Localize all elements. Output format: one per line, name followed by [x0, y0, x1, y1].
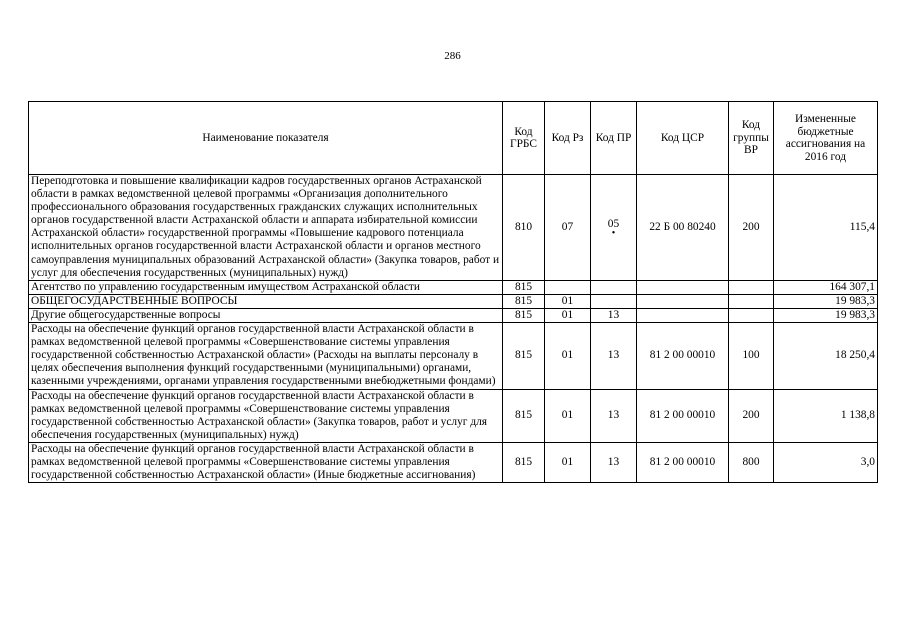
row-pr [591, 294, 637, 308]
row-csr [637, 294, 729, 308]
row-amount: 3,0 [774, 442, 878, 482]
row-grbs: 815 [503, 280, 545, 294]
row-rz: 07 [545, 175, 591, 281]
row-rz: 01 [545, 389, 591, 442]
row-csr: 22 Б 00 80240 [637, 175, 729, 281]
header-pr: Код ПР [591, 102, 637, 175]
row-name: Другие общегосударственные вопросы [29, 308, 503, 322]
row-name: Агентство по управлению государственным имуществом Астраханской области [29, 280, 503, 294]
row-vr [729, 294, 774, 308]
row-grbs: 815 [503, 442, 545, 482]
row-vr: 200 [729, 175, 774, 281]
row-vr [729, 308, 774, 322]
row-pr [591, 175, 637, 281]
row-csr: 81 2 00 00010 [637, 389, 729, 442]
row-pr: 13 [591, 389, 637, 442]
row-grbs: 815 [503, 294, 545, 308]
row-vr: 100 [729, 323, 774, 389]
row-grbs: 815 [503, 308, 545, 322]
row-name: Расходы на обеспечение функций органов государственной власти Астраханской области в рамках ведомственной целевой программы «Совершенствование системы управления государственной собственностью Астраханской области» (Закупка товаров, работ и услуг для обеспечения государственных (муниципальных) нужд) [29, 389, 503, 442]
row-name: Расходы на обеспечение функций органов государственной власти Астраханской области в рамках ведомственной целевой программы «Совершенствование системы управления государственной собственностью Астраханской области» (Расходы на выплаты персоналу в целях обеспечения выполнения функций государственными (муниципальными) органами, казенными учреждениями, органами управления государственными внебюджетными фондами) [29, 323, 503, 389]
row-csr: 81 2 00 00010 [637, 323, 729, 389]
row-csr [637, 280, 729, 294]
row-grbs: 810 [503, 175, 545, 281]
row-amount: 18 250,4 [774, 323, 878, 389]
row-pr: 13 [591, 308, 637, 322]
table-row [29, 323, 878, 389]
row-grbs: 815 [503, 323, 545, 389]
table-row [29, 308, 878, 322]
page-number: 286 [444, 50, 461, 62]
table-row [29, 389, 878, 442]
row-vr [729, 280, 774, 294]
budget-table [28, 101, 878, 483]
header-rz: Код Рз [545, 102, 591, 175]
table-row [29, 442, 878, 482]
table-row [29, 280, 878, 294]
row-pr [591, 280, 637, 294]
row-rz: 01 [545, 294, 591, 308]
row-rz: 01 [545, 442, 591, 482]
row-amount: 164 307,1 [774, 280, 878, 294]
row-csr: 81 2 00 00010 [637, 442, 729, 482]
row-amount: 19 983,3 [774, 294, 878, 308]
stray-dot-mark: • [611, 227, 616, 239]
header-vr: Код группы ВР [729, 102, 774, 175]
header-amount: Измененные бюджетные ассигнования на 2016 год [774, 102, 878, 175]
row-name: Переподготовка и повышение квалификации кадров государственных органов Астраханской области в рамках ведомственной целевой программы «Организация дополнительного профессионального образования государственных гражданских служащих исполнительных органов государственной власти Астраханской области и аппарата избирательной комиссии Астраханской области» государственной программы «Повышение кадрового потенциала исполнительных органов государственной власти Астраханской области и органов местного самоуправления муниципальных образований Астраханской области» (Закупка товаров, работ и услуг для обеспечения государственных (муниципальных) нужд) [29, 175, 503, 281]
header-grbs: Код ГРБС [503, 102, 545, 175]
row-pr: 13 [591, 442, 637, 482]
row-name: ОБЩЕГОСУДАРСТВЕННЫЕ ВОПРОСЫ [29, 294, 503, 308]
row-vr: 200 [729, 389, 774, 442]
row-pr: 13 [591, 323, 637, 389]
row-rz: 01 [545, 308, 591, 322]
row-vr: 800 [729, 442, 774, 482]
row-rz [545, 280, 591, 294]
row-rz: 01 [545, 323, 591, 389]
table-row [29, 294, 878, 308]
row-pr-value: 05 [607, 217, 620, 230]
table-header-row [29, 102, 878, 175]
row-name: Расходы на обеспечение функций органов государственной власти Астраханской области в рамках ведомственной целевой программы «Совершенствование системы управления государственной собственностью Астраханской области» (Иные бюджетные ассигнования) [29, 442, 503, 482]
header-name: Наименование показателя [29, 102, 503, 175]
row-amount: 19 983,3 [774, 308, 878, 322]
row-amount: 1 138,8 [774, 389, 878, 442]
row-csr [637, 308, 729, 322]
table-row [29, 175, 878, 281]
header-csr: Код ЦСР [637, 102, 729, 175]
row-amount: 115,4 [774, 175, 878, 281]
row-grbs: 815 [503, 389, 545, 442]
